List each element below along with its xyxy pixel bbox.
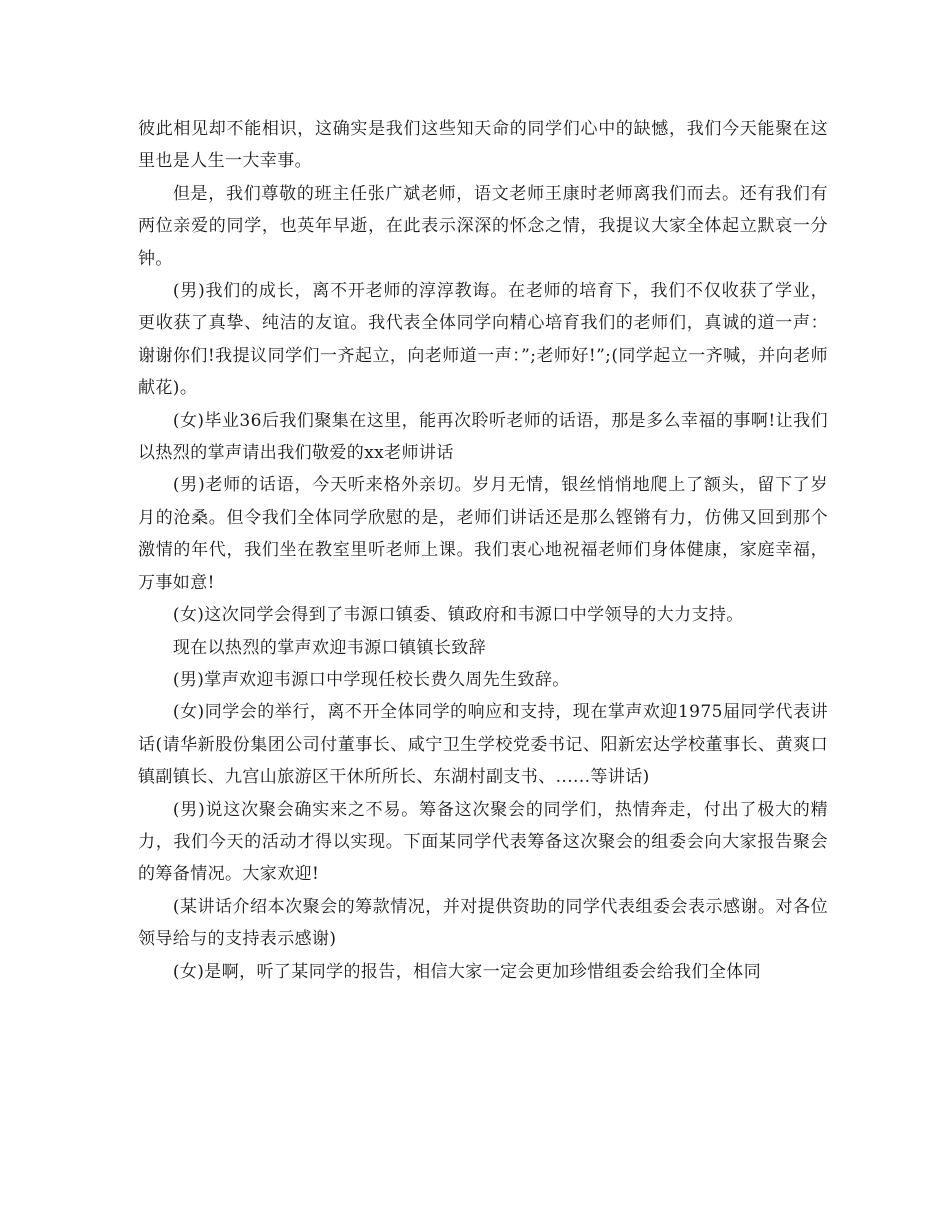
paragraph: 现在以热烈的掌声欢迎韦源口镇镇长致辞 — [172, 637, 487, 658]
paragraph: (某讲话介绍本次聚会的筹款情况，并对提供资助的同学代表组委会表示感谢。对各位领导给与的支持表示感谢) — [138, 896, 828, 950]
paragraph: 但是，我们尊敬的班主任张广斌老师，语文老师王康时老师离我们而去。还有我们有两位亲爱的同学，也英年早逝，在此表示深深的怀念之情，我提议大家全体起立默哀一分钟。 — [138, 183, 828, 269]
paragraph: 彼此相见却不能相识，这确实是我们这些知天命的同学们心中的缺憾，我们今天能聚在这里也是人生一大幸事。 — [138, 119, 828, 172]
paragraph: (男)老师的话语，今天听来格外亲切。岁月无情，银丝悄悄地爬上了额头，留下了岁月的沧桑。但令我们全体同学欣慰的是，老师们讲话还是那么铿锵有力，仿佛又回到那个激情的年代，我们坐在教室里听老师上课。我们衷心地祝福老师们身体健康，家庭幸福，万事如意! — [138, 475, 828, 593]
paragraph: (男)说这次聚会确实来之不易。筹备这次聚会的同学们，热情奔走，付出了极大的精力，我们今天的活动才得以实现。下面某同学代表筹备这次聚会的组委会向大家报告聚会的筹备情况。大家欢迎! — [138, 799, 828, 885]
paragraph: (女)这次同学会得到了韦源口镇委、镇政府和韦源口中学领导的大力支持。 — [172, 605, 744, 626]
paragraph: (女)毕业36后我们聚集在这里，能再次聆听老师的话语，那是多么幸福的事啊!让我们以热烈的掌声请出我们敬爱的xx老师讲话 — [138, 410, 828, 464]
paragraph: (男)掌声欢迎韦源口中学现任校长费久周先生致辞。 — [172, 669, 570, 690]
paragraph: (男)我们的成长，离不开老师的淳淳教诲。在老师的培育下，我们不仅收获了学业，更收获了真挚、纯洁的友谊。我代表全体同学向精心培育我们的老师们，真诚的道一声：谢谢你们!我提议同学们一齐起立，向老师道一声：”;老师好!”;(同学起立一齐喊，并向老师献花)。 — [138, 281, 828, 399]
paragraph: (女)是啊，听了某同学的报告，相信大家一定会更加珍惜组委会给我们全体同 — [172, 961, 762, 982]
document-body — [138, 113, 828, 988]
paragraph: (女)同学会的举行，离不开全体同学的响应和支持，现在掌声欢迎1975届同学代表讲话(请华新股份集团公司付董事长、咸宁卫生学校党委书记、阳新宏达学校董事长、黄爽口镇副镇长、九宫山旅游区干休所所长、东湖村副支书、......等讲话) — [138, 702, 828, 788]
